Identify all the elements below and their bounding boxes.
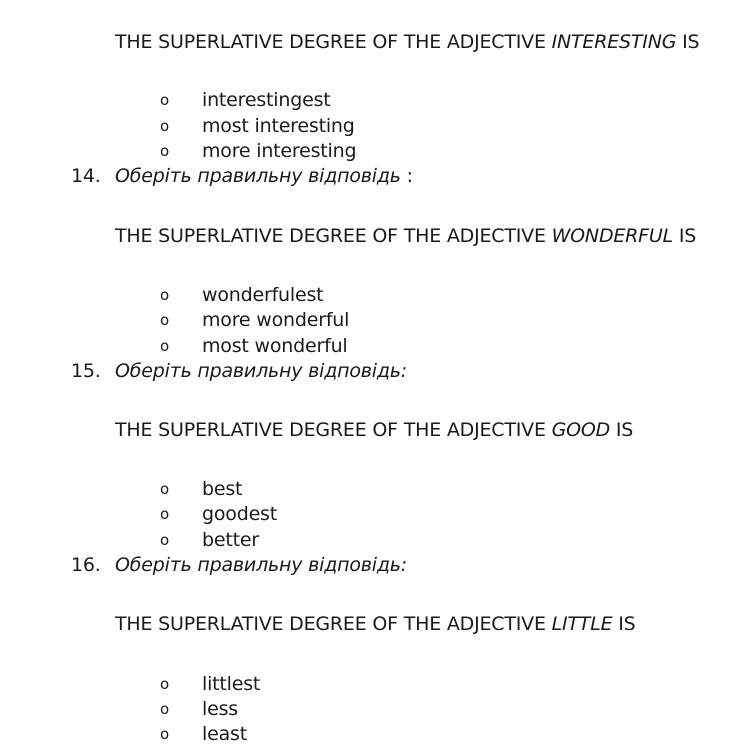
question-stem (115, 30, 699, 54)
option-label: littlest (202, 673, 261, 695)
answer-option[interactable] (160, 308, 349, 332)
answer-option[interactable] (160, 88, 331, 112)
radio-bullet-icon[interactable]: o (160, 675, 169, 693)
option-label: more wonderful (202, 309, 350, 331)
stem-prefix: THE SUPERLATIVE DEGREE OF THE ADJECTIVE (115, 31, 552, 53)
option-label: least (202, 723, 247, 745)
stem-prefix: THE SUPERLATIVE DEGREE OF THE ADJECTIVE (115, 613, 552, 635)
radio-bullet-icon[interactable]: o (160, 142, 169, 160)
answer-option[interactable] (160, 502, 277, 526)
answer-option[interactable] (160, 139, 356, 163)
answer-option[interactable] (160, 334, 348, 358)
radio-bullet-icon[interactable]: o (160, 480, 169, 498)
stem-prefix: THE SUPERLATIVE DEGREE OF THE ADJECTIVE (115, 225, 552, 247)
question-instruction: Оберіть правильну відповідь: (115, 554, 407, 576)
stem-adjective: INTERESTING (551, 31, 677, 53)
answer-option[interactable] (160, 283, 323, 307)
question-instruction: Оберіть правильну відповідь: (115, 360, 407, 382)
question-instruction: Оберіть правильну відповідь (115, 165, 401, 187)
radio-bullet-icon[interactable]: o (160, 505, 169, 523)
option-label: interestingest (202, 89, 331, 111)
radio-bullet-icon[interactable]: o (160, 725, 169, 743)
answer-option[interactable] (160, 722, 247, 746)
option-label: more interesting (202, 140, 357, 162)
option-label: most wonderful (202, 335, 348, 357)
radio-bullet-icon[interactable]: o (160, 286, 169, 304)
radio-bullet-icon[interactable]: o (160, 531, 169, 549)
radio-bullet-icon[interactable]: o (160, 91, 169, 109)
option-label: goodest (202, 503, 278, 525)
question-header (71, 164, 413, 188)
option-label: best (202, 478, 243, 500)
answer-option[interactable] (160, 114, 355, 138)
answer-option[interactable] (160, 697, 238, 721)
question-stem (115, 612, 636, 636)
question-number: 14. (71, 165, 101, 187)
answer-option[interactable] (160, 528, 259, 552)
stem-adjective: LITTLE (551, 613, 613, 635)
question-stem (115, 224, 696, 248)
option-label: wonderfulest (202, 284, 324, 306)
stem-prefix: THE SUPERLATIVE DEGREE OF THE ADJECTIVE (115, 419, 552, 441)
question-number: 15. (71, 360, 101, 382)
radio-bullet-icon[interactable]: o (160, 700, 169, 718)
radio-bullet-icon[interactable]: o (160, 337, 169, 355)
question-header (71, 553, 407, 577)
radio-bullet-icon[interactable]: o (160, 311, 169, 329)
answer-option[interactable] (160, 672, 260, 696)
stem-suffix: IS (676, 31, 700, 53)
question-stem (115, 418, 633, 442)
instruction-suffix: : (400, 165, 413, 187)
stem-adjective: GOOD (551, 419, 611, 441)
option-label: less (202, 698, 238, 720)
stem-suffix: IS (612, 613, 636, 635)
stem-adjective: WONDERFUL (551, 225, 674, 247)
question-number: 16. (71, 554, 101, 576)
question-header (71, 359, 407, 383)
option-label: better (202, 529, 259, 551)
radio-bullet-icon[interactable]: o (160, 117, 169, 135)
stem-suffix: IS (610, 419, 634, 441)
option-label: most interesting (202, 115, 355, 137)
stem-suffix: IS (673, 225, 697, 247)
answer-option[interactable] (160, 477, 242, 501)
